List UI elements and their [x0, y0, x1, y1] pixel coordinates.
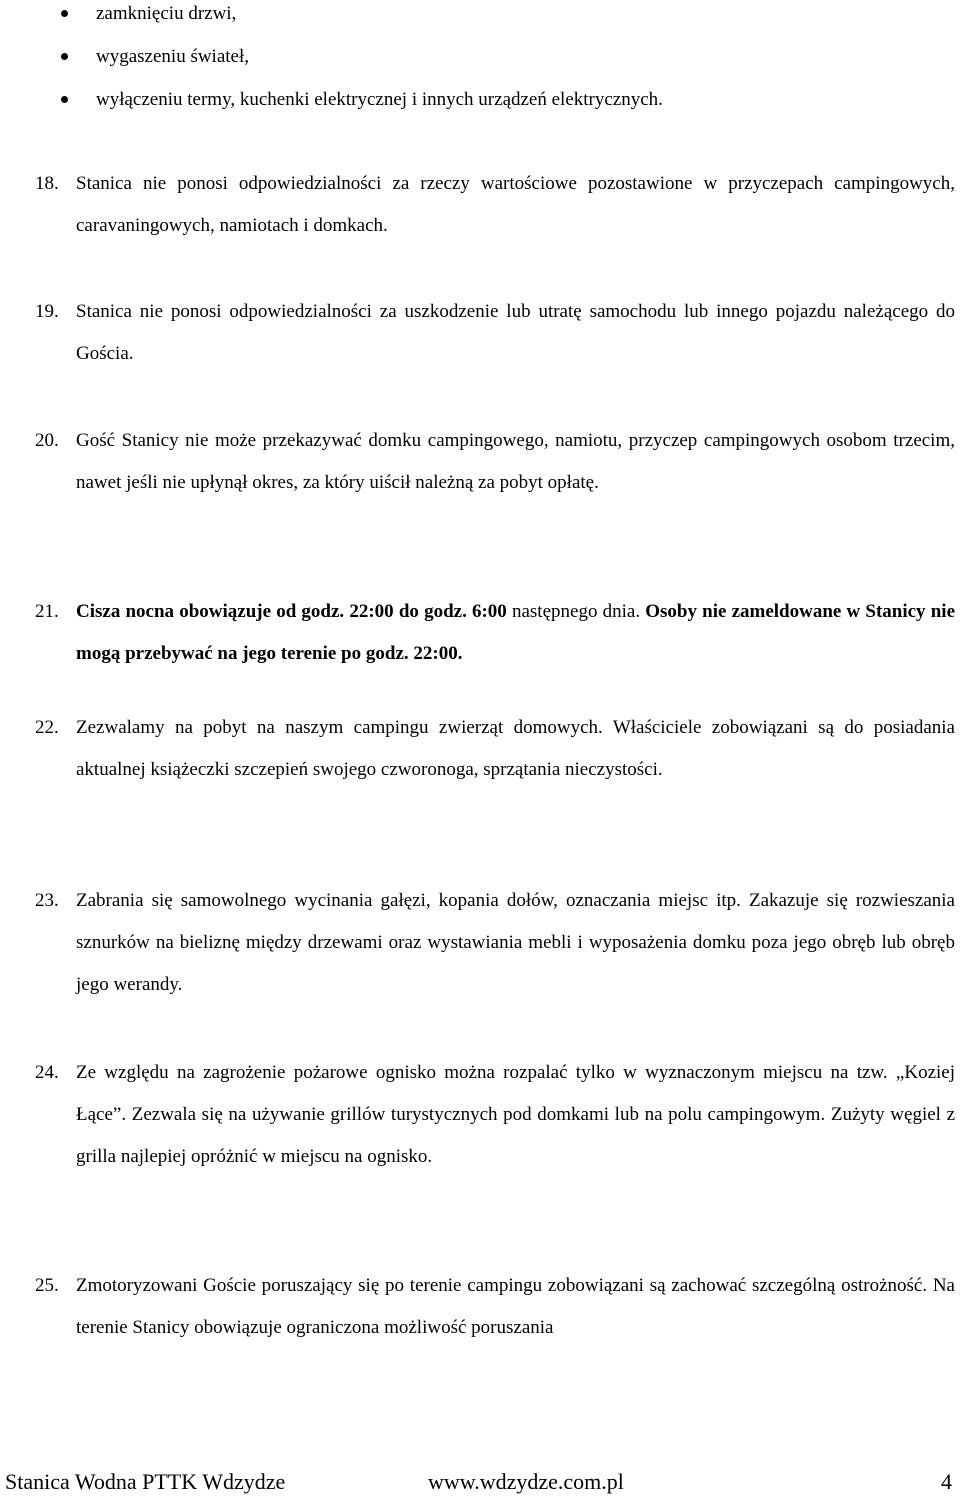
footer-organization: Stanica Wodna PTTK Wdzydze — [5, 1469, 286, 1494]
rule-number: 24. — [35, 1062, 59, 1083]
rule-text: Ze względu na zagrożenie pożarowe ognisko można rozpalać tylko w wyznaczonym miejscu na tzw. „Koziej Łące”. Zezwala się na używanie grillów turystycznych pod domkami lub na polu campingowym. Zużyty węgiel z grilla najlepiej opróżnić w miejscu na ognisko. — [76, 1062, 955, 1167]
rule-text — [76, 591, 955, 675]
bullet-item — [48, 0, 953, 43]
rule-text: Zabrania się samowolnego wycinania gałęzi, kopania dołów, oznaczania miejsc itp. Zakazuje się rozwieszania sznurków na bieliznę między drzewami oraz wystawiania mebli i wyposażenia domku poza jego obręb lub obręb jego werandy. — [76, 890, 955, 995]
rule-text: Zezwalamy na pobyt na naszym campingu zwierząt domowych. Właściciele zobowiązani są do posiadania aktualnej książeczki szczepień swojego czworonoga, sprzątania nieczystości. — [76, 717, 955, 780]
rule-number: 19. — [35, 301, 59, 322]
rule-21 — [35, 591, 955, 675]
bullet-dot-icon — [61, 10, 68, 17]
page-footer — [0, 1467, 960, 1497]
rule-19 — [35, 291, 955, 375]
rule-18 — [35, 163, 955, 247]
rule-number: 23. — [35, 890, 59, 911]
next-day-text: następnego dnia. — [506, 601, 646, 622]
rule-23 — [35, 880, 955, 1006]
rule-24 — [35, 1052, 955, 1178]
quiet-hours-text: Cisza nocna obowiązuje od godz. 22:00 do godz. 6:00 — [76, 601, 507, 622]
rule-number: 18. — [35, 173, 59, 194]
bullet-item — [48, 43, 953, 86]
footer-website: www.wdzydze.com.pl — [428, 1469, 624, 1494]
bullet-text: zamknięciu drzwi, — [96, 3, 237, 24]
bullet-item — [48, 86, 953, 129]
bullet-dot-icon — [61, 96, 68, 103]
rule-22 — [35, 707, 955, 791]
rule-20 — [35, 420, 955, 504]
rule-number: 20. — [35, 430, 59, 451]
bullet-text: wygaszeniu świateł, — [96, 46, 250, 67]
rule-25 — [35, 1265, 955, 1349]
rule-text: Stanica nie ponosi odpowiedzialności za rzeczy wartościowe pozostawione w przyczepach campingowych, caravaningowych, namiotach i domkach. — [76, 173, 955, 236]
rule-text: Gość Stanicy nie może przekazywać domku campingowego, namiotu, przyczep campingowych osobom trzecim, nawet jeśli nie upłynął okres, za który uiścił należną za pobyt opłatę. — [76, 430, 955, 493]
bullet-dot-icon — [61, 53, 68, 60]
rule-number: 21. — [35, 601, 59, 622]
unregistered-guests-text: Osoby nie zameldowane w Stanicy nie mogą przebywać na jego terenie po godz. 22:00. — [76, 601, 955, 664]
page-number: 4 — [941, 1469, 952, 1494]
bullet-text: wyłączeniu termy, kuchenki elektrycznej i innych urządzeń elektrycznych. — [96, 89, 663, 110]
rule-text: Stanica nie ponosi odpowiedzialności za uszkodzenie lub utratę samochodu lub innego pojazdu należącego do Gościa. — [76, 301, 955, 364]
rule-number: 22. — [35, 717, 59, 738]
bullet-list — [48, 0, 953, 129]
rule-text: Zmotoryzowani Goście poruszający się po terenie campingu zobowiązani są zachować szczególną ostrożność. Na terenie Stanicy obowiązuje ograniczona możliwość poruszania — [76, 1275, 955, 1338]
rule-number: 25. — [35, 1275, 59, 1296]
